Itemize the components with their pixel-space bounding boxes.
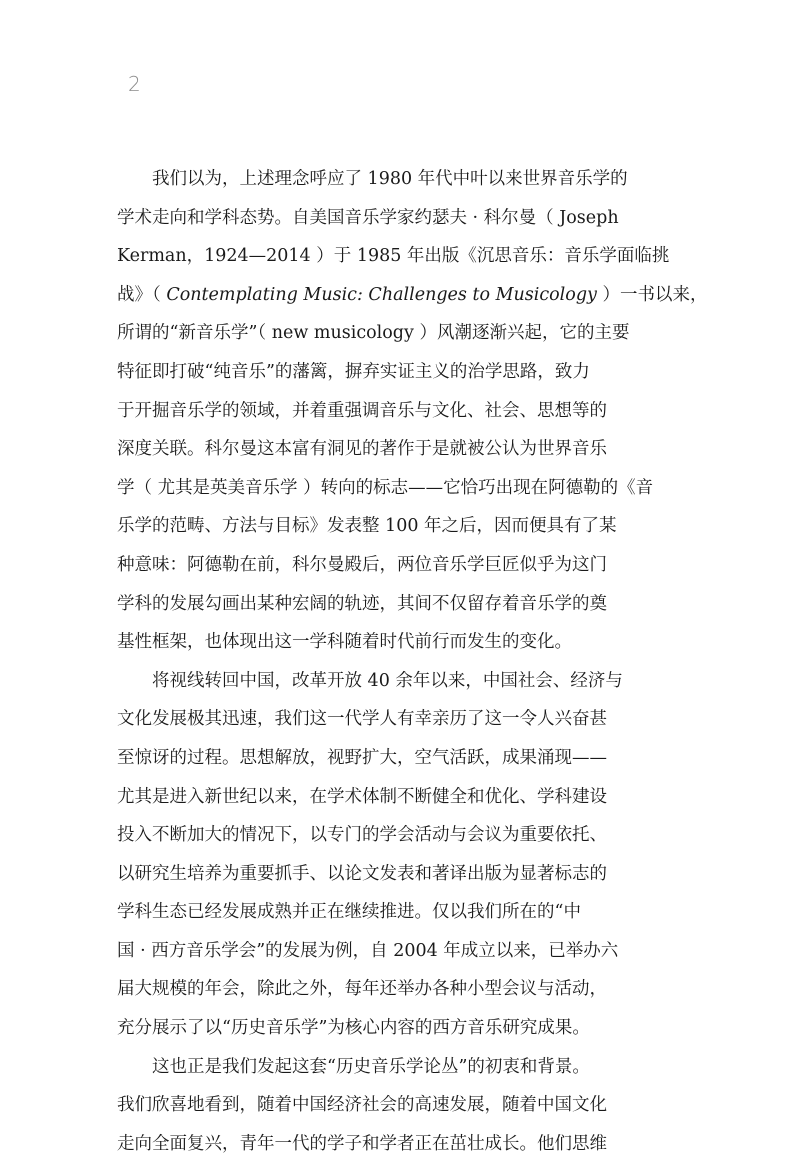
- text-line: 我们以为，上述理念呼应了 1980 年代中叶以来世界音乐学的: [152, 169, 628, 189]
- text-line: 我们欣喜地看到，随着中国经济社会的高速发展，随着中国文化: [117, 1095, 607, 1116]
- book-title-italic: Contemplating Music: Challenges to Musicology: [166, 284, 597, 305]
- paragraph-3: [117, 1048, 677, 1163]
- text-line: 深度关联。科尔曼这本富有洞见的著作于是就被公认为世界音乐: [117, 439, 607, 460]
- text-line: 基性框架，也体现出这一学科随着时代前行而发生的变化。: [117, 632, 572, 653]
- paragraph-1: [117, 160, 708, 662]
- text-line: Kerman，1924—2014 ）于 1985 年出版《沉思音乐：音乐学面临挑: [117, 246, 670, 267]
- paragraph-2: [117, 662, 677, 1048]
- body-text: [117, 160, 708, 1163]
- text-line: 这也正是我们发起这套“历史音乐学论丛”的初衷和背景。: [152, 1056, 590, 1077]
- text-line: 文化发展极其迅速，我们这一代学人有幸亲历了这一令人兴奋甚: [117, 709, 607, 730]
- text-line: 届大规模的年会，除此之外，每年还举办各种小型会议与活动，: [117, 979, 607, 1000]
- page-number: 2: [128, 72, 141, 96]
- text-line: 充分展示了以“历史音乐学”为核心内容的西方音乐研究成果。: [117, 1018, 590, 1039]
- text-line: 尤其是进入新世纪以来，在学术体制不断健全和优化、学科建设: [117, 786, 607, 807]
- text-line: 投入不断加大的情况下，以专门的学会活动与会议为重要依托、: [117, 825, 607, 846]
- text-line: 将视线转回中国，改革开放 40 余年以来，中国社会、经济与: [152, 670, 623, 691]
- text-line: 于开掘音乐学的领域，并着重强调音乐与文化、社会、思想等的: [117, 400, 607, 421]
- text-line: 学术走向和学科态势。自美国音乐学家约瑟夫 · 科尔曼（ Joseph: [117, 207, 619, 228]
- text-line: 特征即打破“纯音乐”的藩篱，摒弃实证主义的治学思路，致力: [117, 361, 590, 382]
- text-line: 走向全面复兴，青年一代的学子和学者正在茁壮成长。他们思维: [117, 1133, 607, 1154]
- text-line: 学科生态已经发展成熟并正在继续推进。仅以我们所在的“中: [117, 902, 581, 923]
- text-line: 至惊讶的过程。思想解放，视野扩大，空气活跃，成果涌现——: [117, 747, 607, 768]
- text-line: 学（ 尤其是英美音乐学 ）转向的标志——它恰巧出现在阿德勒的《音: [117, 477, 654, 498]
- text-line: 乐学的范畴、方法与目标》发表整 100 年之后，因而便具有了某: [117, 516, 617, 537]
- text-line: 学科的发展勾画出某种宏阔的轨迹，其间不仅留存着音乐学的奠: [117, 593, 607, 614]
- text-line: 所谓的“新音乐学”（ new musicology ）风潮逐渐兴起，它的主要: [117, 323, 630, 344]
- text-line: 战》（ Contemplating Music: Challenges to Musicology ）一书以来，: [117, 284, 708, 305]
- text-line: 国 · 西方音乐学会”的发展为例，自 2004 年成立以来，已举办六: [117, 940, 619, 961]
- text-line: 种意味：阿德勒在前，科尔曼殿后，两位音乐学巨匠似乎为这门: [117, 554, 607, 575]
- text-line: 以研究生培养为重要抓手、以论文发表和著译出版为显著标志的: [117, 863, 607, 884]
